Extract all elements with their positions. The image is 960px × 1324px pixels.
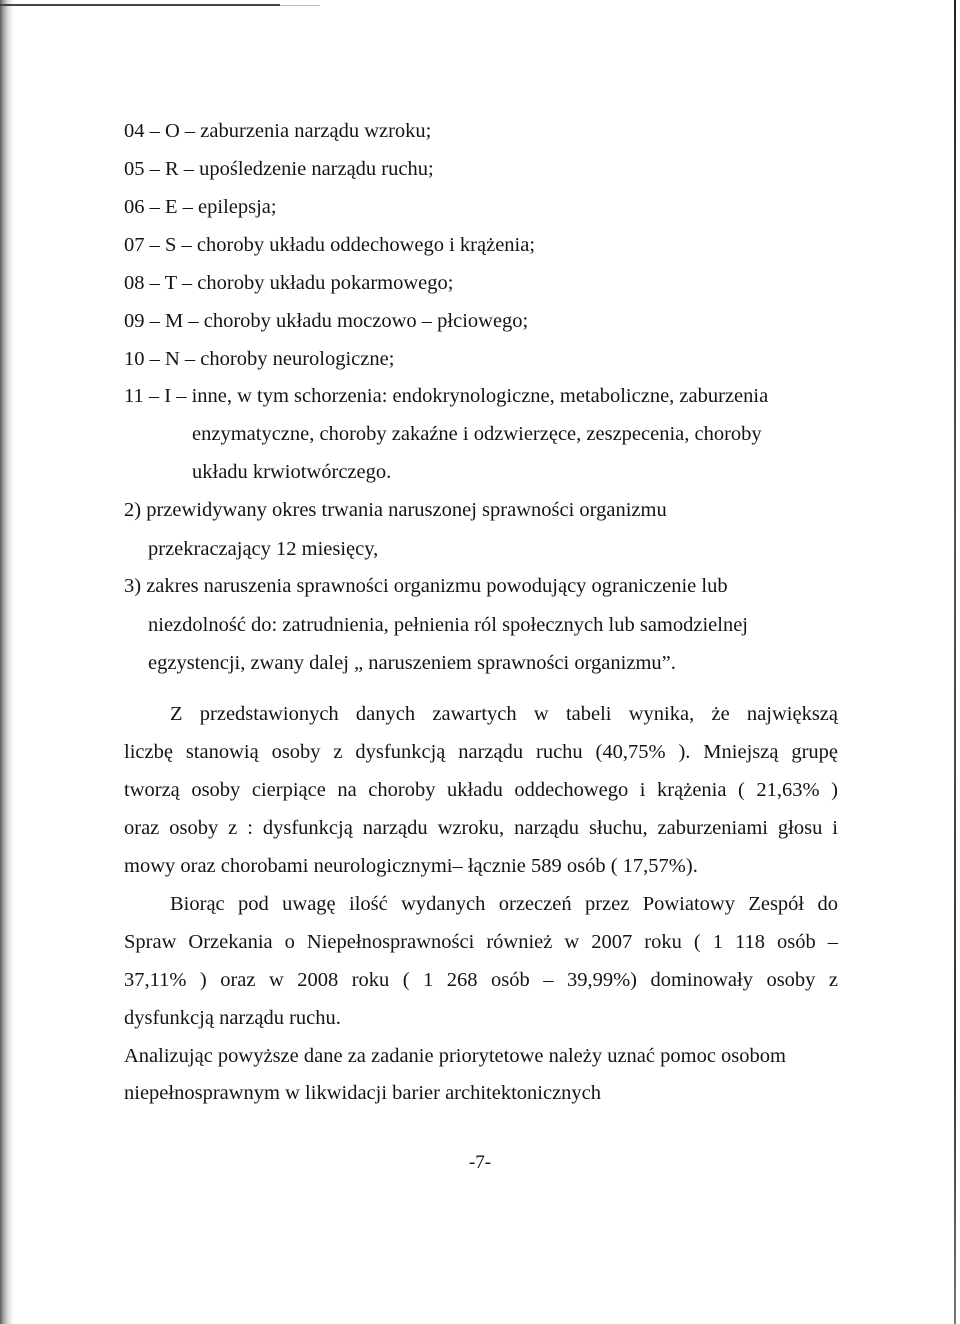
scan-edge-right [954,0,956,1324]
paragraph-1-line: mowy oraz chorobami neurologicznymi– łącznie 589 osób ( 17,57%). [124,855,698,877]
point-2-line1: 2) przewidywany okres trwania naruszonej sprawności organizmu [124,499,667,521]
page-number: -7- [468,1152,492,1173]
paragraph-1-line: tworzą osoby cierpiące na choroby układu oddechowego i krążenia ( 21,63% ) [124,779,838,801]
paragraph-2-line: 37,11% ) oraz w 2008 roku ( 1 268 osób – 39,99%) dominowały osoby z [124,969,838,991]
scan-edge-top-faint [280,5,320,6]
paragraph-3-line: niepełnosprawnym w likwidacji barier architektonicznych [124,1082,602,1104]
paragraph-2-line: Biorąc pod uwagę ilość wydanych orzeczeń przez Powiatowy Zespół do [170,893,838,915]
list-item: 10 – N – choroby neurologiczne; [124,348,395,370]
point-3-line2: niezdolność do: zatrudnienia, pełnienia ról społecznych lub samodzielnej [148,614,748,636]
point-3-line1: 3) zakres naruszenia sprawności organizmu powodujący ograniczenie lub [124,575,728,597]
list-item-11-line3: układu krwiotwórczego. [192,461,392,483]
list-item: 06 – E – epilepsja; [124,196,277,218]
paragraph-3-line: Analizując powyższe dane za zadanie priorytetowe należy uznać pomoc osobom [124,1045,786,1067]
point-2-line2: przekraczający 12 miesięcy, [148,538,379,560]
paragraph-1-line: Z przedstawionych danych zawartych w tabeli wynika, że największą [170,703,838,725]
list-item: 04 – O – zaburzenia narządu wzroku; [124,120,432,142]
list-item: 09 – M – choroby układu moczowo – płciowego; [124,310,529,332]
scan-edge-left [0,0,14,1324]
list-item: 07 – S – choroby układu oddechowego i krążenia; [124,234,536,256]
list-item-11-line2: enzymatyczne, choroby zakaźne i odzwierzęce, zeszpecenia, choroby [192,423,762,445]
point-3-line3: egzystencji, zwany dalej „ naruszeniem sprawności organizmu”. [148,652,676,674]
paragraph-2-line: Spraw Orzekania o Niepełnosprawności również w 2007 roku ( 1 118 osób – [124,931,838,953]
scan-edge-top [0,4,280,6]
paragraph-1-line: oraz osoby z : dysfunkcją narządu wzroku, narządu słuchu, zaburzeniami głosu i [124,817,838,839]
paragraph-2-line: dysfunkcją narządu ruchu. [124,1007,341,1029]
list-item-11-line1: 11 – I – inne, w tym schorzenia: endokrynologiczne, metaboliczne, zaburzenia [124,385,769,407]
list-item: 05 – R – upośledzenie narządu ruchu; [124,158,434,180]
paragraph-1-line: liczbę stanowią osoby z dysfunkcją narządu ruchu (40,75% ). Mniejszą grupę [124,741,838,763]
list-item: 08 – T – choroby układu pokarmowego; [124,272,454,294]
